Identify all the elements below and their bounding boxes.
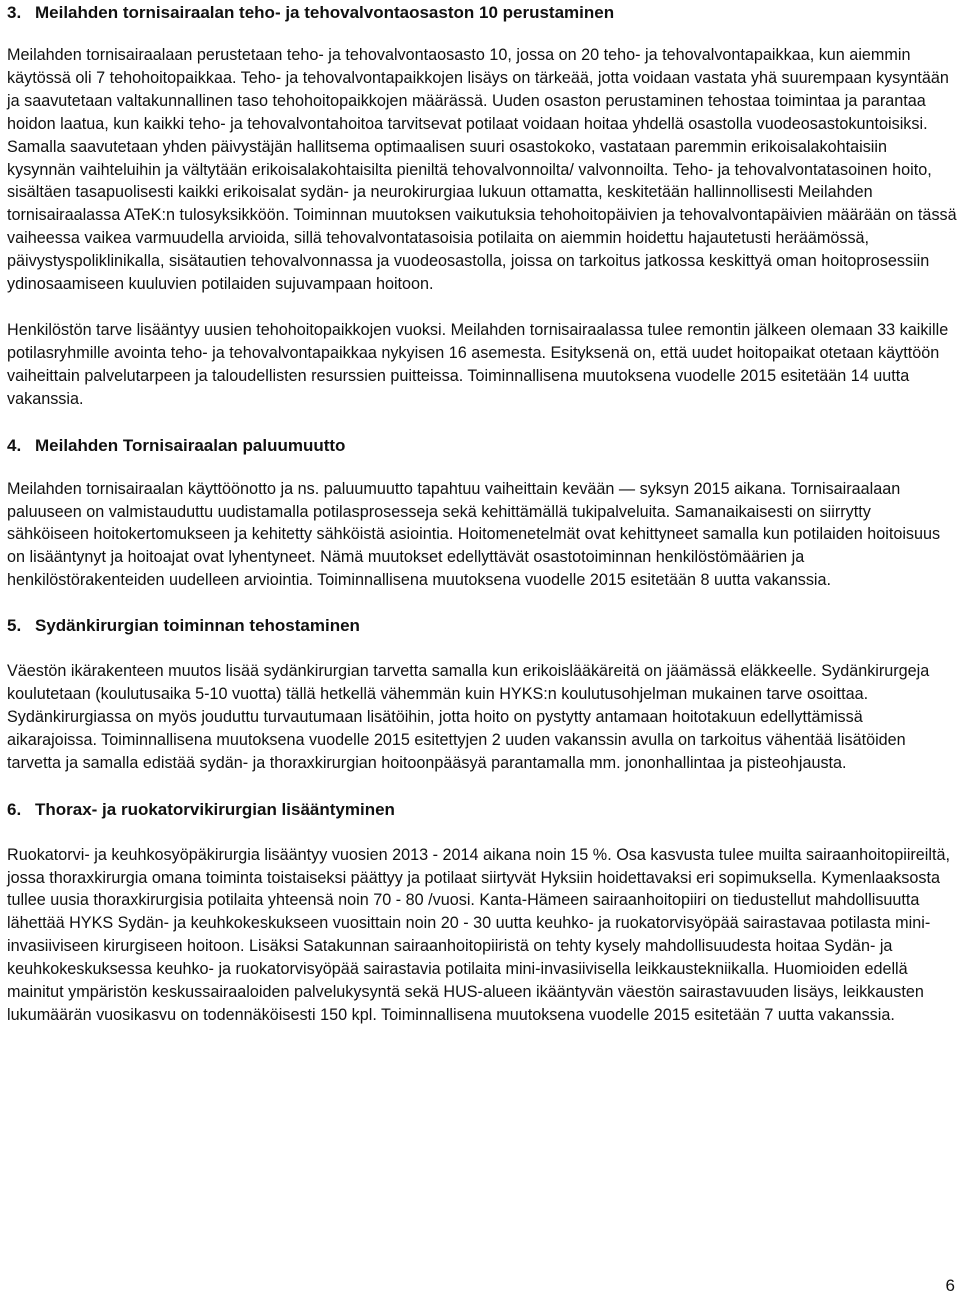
section-3-paragraph-2: Henkilöstön tarve lisääntyy uusien tehohoitopaikkojen vuoksi. Meilahden tornisairaalassa tulee remontin jälkeen olemaan 33 kaikille potilasryhmille avointa teho- ja tehovalvontapaikkaa nykyisen 16 asemesta. Esityksenä on, että uudet hoitopaikat otetaan käyttöön vaiheittain palvelutarpeen ja taloudellisten resurssien puitteissa. Toiminnallisena muutoksena vuodelle 2015 esitetään 14 uutta vakanssia. — [7, 320, 949, 408]
section-5-paragraph-1: Väestön ikärakenteen muutos lisää sydänkirurgian tarvetta samalla kun erikoislääkäreitä on jäämässä eläkkeelle. Sydänkirurgeja koulutetaan (koulutusaika 5-10 vuotta) tällä hetkellä vähemmän kuin HYKS:n koulutusohjelman mukainen tarve osoittaa. Sydänkirurgiassa on myös jouduttu turvautumaan lisätöihin, jotta hoito on pystytty antamaan hoitotakuun edellyttämissä aikarajoissa. Toiminnallisena muutoksena vuodelle 2015 esitettyjen 2 uuden vakanssin avulla on tarkoitus vähentää lisätöiden tarvetta ja samalla edistää sydän- ja thoraxkirurgian hoitoonpääsyä parantamalla mm. jononhallintaa ja pisteohjausta. — [7, 662, 930, 772]
section-title: Thorax- ja ruokatorvikirurgian lisääntyminen — [35, 799, 395, 819]
section-title: Sydänkirurgian toiminnan tehostaminen — [35, 616, 360, 636]
section-heading-6 — [7, 799, 957, 821]
section-title: Meilahden tornisairaalan teho- ja tehovalvontaosaston 10 perustaminen — [35, 3, 615, 22]
page-number: 6 — [945, 1276, 955, 1295]
section-heading-4 — [7, 435, 957, 457]
section-title: Meilahden Tornisairaalan paluumuutto — [35, 435, 346, 455]
section-heading-5 — [7, 615, 957, 637]
section-4-paragraph-1: Meilahden tornisairaalan käyttöönotto ja ns. paluumuutto tapahtuu vaiheittain kevään — syksyn 2015 aikana. Tornisairaalaan paluuseen on valmistauduttu uudistamalla potilasprosesseja sekä kehittämällä tukipalveluita. Samanaikaisesti on siirrytty sähköiseen hoitokertomukseen ja kehitetty sähköistä asiointia. Hoitomenetelmät ovat kehittyneet samalla kun potilaiden hoitoisuus on lisääntynyt ja hoitoajat ovat lyhentyneet. Nämä muutokset edellyttävät osastotoiminnan henkilöstömäärien ja henkilöstörakenteiden uudelleen arviointia. Toiminnallisena muutoksena vuodelle 2015 esitetään 8 uutta vakanssia. — [7, 479, 941, 590]
section-heading-3 — [7, 2, 957, 24]
section-number: 5. — [7, 616, 22, 636]
section-number: 6. — [7, 799, 22, 819]
section-number: 3. — [7, 3, 22, 22]
section-6-paragraph-1: Ruokatorvi- ja keuhkosyöpäkirurgia lisääntyy vuosien 2013 - 2014 aikana noin 15 %. Osa kasvusta tulee muilta sairaanhoitopiireiltä, jossa thoraxkirurgia omana toiminta toistaiseksi päättyy ja potilaat siirtyvät Hyksiin hoidettavaksi eri sopimuksella. Kymenlaaksosta tullee uusia thoraxkirurgisia potilaita yhteensä noin 70 - 80 /vuosi. Kanta-Hämeen sairaanhoitopiiri on tiedustellut mahdollisuutta lähettää HYKS Sydän- ja keuhkokeskukseen vuosittain noin 20 - 30 uutta keuhko- ja ruokatorvisyöpää sairastavaa potilasta mini-invasiiviseen kirurgiseen hoitoon. Lisäksi Satakunnan sairaanhoitopiiristä on tehty kysely mahdollisuudesta hoitaa Sydän- ja keuhkokeskuksessa keuhko- ja ruokatorvisyöpää sairastavia potilaita mini-invasiivisella leikkaustekniikalla. Huomioiden edellä mainitut ympäristön keskussairaaloiden palvelukysyntä sekä HUS-alueen ikääntyvän väestön sairastavuuden lisäys, leikkausten lukumäärän vuosikasvu on todennäköisesti 150 kpl. Toiminnallisena muutoksena vuodelle 2015 esitetään 7 uutta vakanssia. — [7, 845, 951, 1024]
section-3-paragraph-1: Meilahden tornisairaalaan perustetaan teho- ja tehovalvontaosasto 10, jossa on 20 teho- ja tehovalvontapaikkaa, kun aiemmin käytössä oli 7 tehohoitopaikkaa. Teho- ja tehovalvontapaikkojen lisäys on tärkeää, jotta voidaan vastata yhä suurempaan kysyntään ja saavutetaan valtakunnallinen taso tehohoitopaikkojen määrässä. Uuden osaston perustaminen tehostaa toimintaa ja parantaa hoidon laatua, kun kaikki teho- ja tehovalvontahoitoa tarvitsevat potilaat voidaan hoitaa yhdellä osastolla vuodeosastokuntoisiksi. Samalla saavutetaan yhden päivystäjän hallitsema optimaalisen suuri osastokoko, vastataan paremmin erikoisalakohtaisiin kysynnän vaihteluihin ja vältytään erikoisalakohtaisilta pieniltä tehovalvonnoilta/ valvonnoilta. Teho- ja tehovalvontatasoinen hoito, sisältäen tasapuolisesti kaikki erikoisalat sydän- ja neurokirurgiaa lukuun ottamatta, keskitetään hallinnollisesti Meilahden tornisairaalassa ATeK:n tulosyksikköön. Toiminnan muutoksen vaikutuksia tehohoitopäivien ja tehovalvontapäivien määrään on tässä vaiheessa vaikea varmuudella arvioida, sillä tehovalvontatasoisia potilaita on aiemmin hoidettu hajautetusti heräämössä, päivystyspoliklinikalla, sisätautien tehovalvonnassa ja vuodeosastolla, joissa on tarkoitus jatkossa keskittyä oman hoitoprosessiin ydinosaamiseen kuuluvien potilaiden sujuvampaan hoitoon. — [7, 46, 957, 294]
section-number: 4. — [7, 435, 22, 455]
document-page — [7, 0, 957, 1027]
